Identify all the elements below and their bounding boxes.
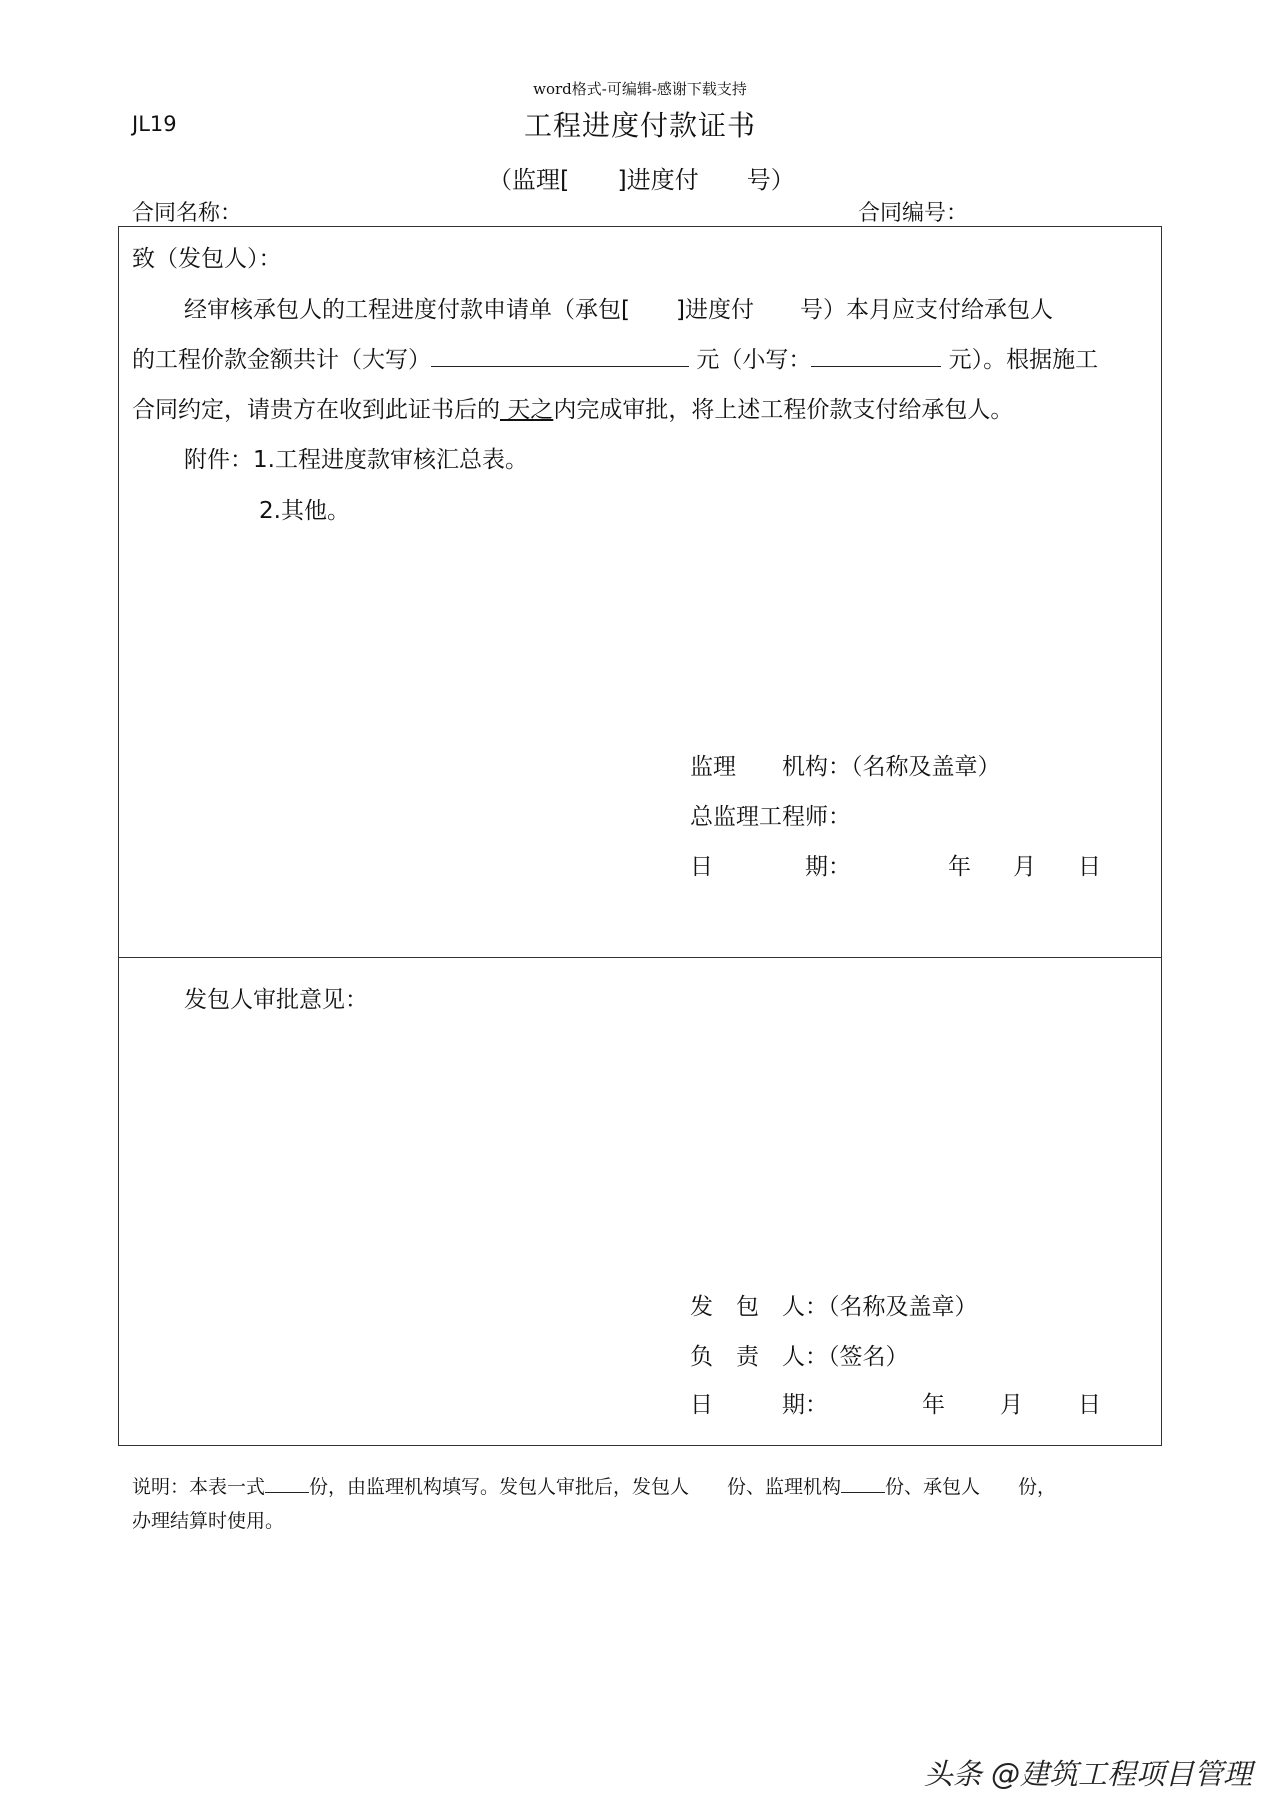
- note-copies-prefix: 说明：本表一式: [132, 1476, 266, 1498]
- body-line-1: 经审核承包人的工程进度付款申请单（承包[ ]进度付 号）本月应支付给承包人: [184, 297, 1053, 323]
- section-divider: [118, 957, 1162, 958]
- note-distribution: 份，由监理机构填写。发包人审批后，发包人 份、监理机构: [309, 1476, 842, 1498]
- watermark: 头条 @建筑工程项目管理: [923, 1757, 1252, 1791]
- amount-figures-label: 元（小写：: [696, 347, 812, 373]
- amount-suffix: 元）。根据施工: [948, 347, 1099, 373]
- employer-date-label: 日 期：: [690, 1392, 828, 1418]
- employer-label: 发 包 人：（名称及盖章）: [690, 1294, 978, 1320]
- amount-words-label: 的工程价款金额共计（大写）: [132, 347, 431, 373]
- header-note: word格式-可编辑-感谢下载支持: [533, 80, 747, 98]
- page-title: 工程进度付款证书: [523, 109, 756, 142]
- body-line-2: [132, 341, 1098, 374]
- attachment-1: 附件：1.工程进度款审核汇总表。: [184, 447, 528, 473]
- chief-engineer-label: 总监理工程师：: [690, 804, 851, 830]
- note-contractor-copies: 份、承包人 份，: [885, 1476, 1057, 1498]
- note-line-1: [132, 1472, 1056, 1499]
- note-line-2: 办理结算时使用。: [132, 1510, 285, 1532]
- supervisor-date-day: 日: [1078, 854, 1101, 880]
- note-supervisor-copies-blank: [841, 1474, 885, 1493]
- attachment-2: 2.其他。: [259, 498, 350, 524]
- supervisor-org-label: 监理 机构：（名称及盖章）: [690, 754, 1001, 780]
- employer-opinion-label: 发包人审批意见：: [184, 987, 368, 1013]
- employer-date-year: 年: [922, 1392, 945, 1418]
- deadline-prefix: 合同约定，请贵方在收到此证书后的: [132, 397, 500, 423]
- days-blank: 天之: [500, 397, 554, 423]
- responsible-person-label: 负 责 人：（签名）: [690, 1344, 909, 1370]
- supervisor-date-year: 年: [948, 854, 971, 880]
- supervisor-date-label: 日 期：: [690, 854, 851, 880]
- amount-figures-blank: [811, 344, 941, 367]
- deadline-suffix: 内完成审批，将上述工程价款支付给承包人。: [553, 397, 1014, 423]
- amount-words-blank: [431, 344, 689, 367]
- body-line-3: [132, 391, 1013, 424]
- employer-date-month: 月: [1000, 1392, 1023, 1418]
- supervisor-date-month: 月: [1013, 854, 1036, 880]
- addressee: 致（发包人）：: [132, 246, 282, 272]
- employer-date-day: 日: [1078, 1392, 1101, 1418]
- contract-name-label: 合同名称：: [132, 201, 243, 226]
- contract-number-label: 合同编号：: [858, 201, 969, 226]
- document-number: （监理[ ]进度付 号）: [488, 166, 795, 194]
- form-code: JL19: [132, 112, 177, 136]
- note-copies-blank: [265, 1474, 309, 1493]
